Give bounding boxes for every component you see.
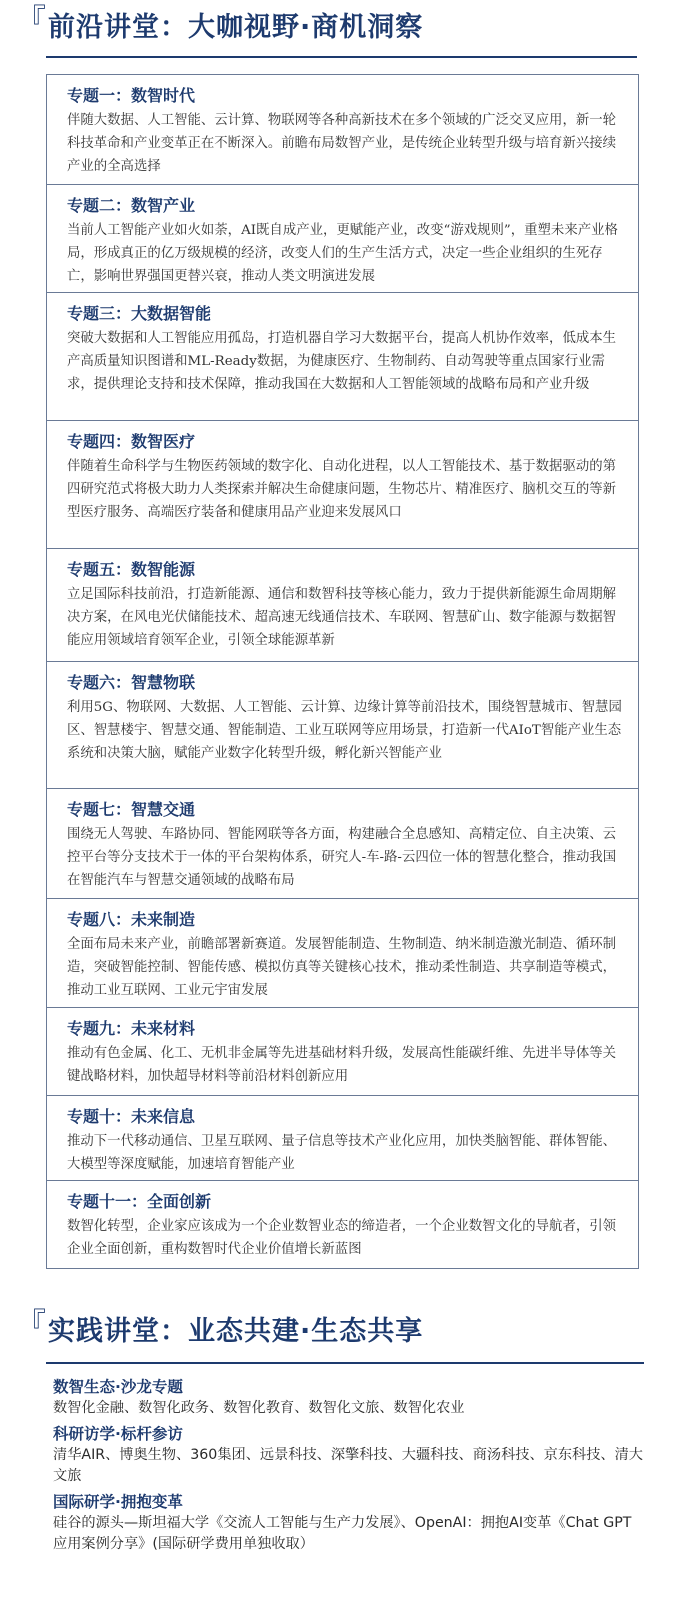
practice-body: 硅谷的源头—斯坦福大学《交流人工智能与生产力发展》、OpenAI：拥抱AI变革《Chat GPT 应用案例分享》(国际研学费用单独收取） [53,1515,632,1552]
topic-body: 围绕无人驾驶、车路协同、智能网联等各方面，构建融合全息感知、高精定位、自主决策、云控平台等分支技术于一体的平台架构体系，研究人-车-路-云四位一体的智慧化整合，推动我国在智能汽车与智慧交通领域的战略布局 [67,827,617,888]
practice-item [53,1491,643,1555]
quote-mark-icon: 『 [16,3,46,38]
topic-title: 专题五：数智能源 [67,560,196,579]
topic-3 [47,292,638,420]
topic-body: 数智化转型，企业家应该成为一个企业数智业态的缔造者，一个企业数智文化的导航者，引领企业全面创新，重构数智时代企业价值增长新蓝图 [67,1219,617,1257]
topic-9 [47,1007,638,1095]
topic-title: 专题七：智慧交通 [67,800,196,819]
practice-title: 科研访学·标杆参访 [53,1425,183,1443]
topic-title: 专题六：智慧物联 [67,673,196,692]
topic-title: 专题二：数智产业 [67,196,196,215]
topic-title: 专题八：未来制造 [67,910,196,929]
practice-title: 国际研学·拥抱变革 [53,1493,183,1511]
topic-body: 伴随着生命科学与生物医药领域的数字化、自动化进程，以人工智能技术、基于数据驱动的第四研究范式将极大助力人类探索并解决生命健康问题，生物芯片、精准医疗、脑机交互的等新型医疗服务、高端医疗装备和健康用品产业迎来发展风口 [67,459,617,520]
topics-box [46,74,639,1269]
section2-rule [46,1362,644,1364]
topic-body: 立足国际科技前沿，打造新能源、通信和数智科技等核心能力，致力于提供新能源生命周期解决方案，在风电光伏储能技术、超高速无线通信技术、车联网、智慧矿山、数字能源与数据智能应用领域培育领军企业，引领全球能源革新 [67,587,617,648]
practice-list [53,1376,643,1559]
topic-11 [47,1180,638,1268]
topic-8 [47,898,638,1007]
topic-title: 专题十一：全面创新 [67,1192,212,1211]
section1-rule [46,56,637,58]
topic-title: 专题三：大数据智能 [67,304,212,323]
topic-7 [47,788,638,898]
topic-body: 伴随大数据、人工智能、云计算、物联网等各种高新技术在多个领域的广泛交叉应用，新一轮科技革命和产业变革正在不断深入。前瞻布局数智产业，是传统企业转型升级与培育新兴接续产业的全高选择 [67,113,617,174]
quote-mark-icon: 『 [16,1307,46,1342]
topic-4 [47,420,638,548]
topic-5 [47,548,638,661]
practice-body: 数智化金融、数智化政务、数智化教育、数智化文旅、数智化农业 [53,1400,465,1416]
topic-2 [47,184,638,292]
topic-body: 突破大数据和人工智能应用孤岛，打造机器自学习大数据平台，提高人机协作效率，低成本生产高质量知识图谱和ML-Ready数据，为健康医疗、生物制药、自动驾驶等重点国家行业需求，提供理论支持和技术保障，推动我国在大数据和人工智能领域的战略布局和产业升级 [67,331,617,392]
topic-body: 利用5G、物联网、大数据、人工智能、云计算、边缘计算等前沿技术，围绕智慧城市、智慧园区、智慧楼宇、智慧交通、智能制造、工业互联网等应用场景，打造新一代AIoT智能产业生态系统和决策大脑，赋能产业数字化转型升级，孵化新兴智能产业 [67,700,622,761]
practice-title: 数智生态·沙龙专题 [53,1378,183,1396]
topic-body: 当前人工智能产业如火如荼，AI既自成产业，更赋能产业，改变“游戏规则”，重塑未来产业格局，形成真正的亿万级规模的经济，改变人们的生产生活方式，决定一些企业组织的生死存亡，影响世界强国更替兴衰，推动人类文明演进发展 [67,223,618,284]
topic-1 [47,75,638,184]
topic-title: 专题九：未来材料 [67,1019,196,1038]
topic-body: 全面布局未来产业，前瞻部署新赛道。发展智能制造、生物制造、纳米制造激光制造、循环制造，突破智能控制、智能传感、模拟仿真等关键核心技术，推动柔性制造、共享制造等模式，推动工业互联网、工业元宇宙发展 [67,937,617,998]
section2-title: 实践讲堂：业态共建·生态共享 [48,1316,424,1347]
practice-body: 清华AIR、博奥生物、360集团、远景科技、深擎科技、大疆科技、商汤科技、京东科技、清大文旅 [53,1447,643,1484]
topic-body: 推动下一代移动通信、卫星互联网、量子信息等技术产业化应用，加快类脑智能、群体智能、大模型等深度赋能，加速培育智能产业 [67,1134,617,1172]
topic-6 [47,661,638,788]
practice-item [53,1423,643,1487]
topic-title: 专题十：未来信息 [67,1107,196,1126]
section1-header [16,3,682,48]
section2-header [16,1307,682,1352]
topic-title: 专题一：数智时代 [67,86,196,105]
topic-10 [47,1095,638,1180]
practice-item [53,1376,643,1419]
topic-title: 专题四：数智医疗 [67,432,196,451]
section1-title: 前沿讲堂：大咖视野·商机洞察 [48,12,424,43]
topic-body: 推动有色金属、化工、无机非金属等先进基础材料升级，发展高性能碳纤维、先进半导体等关键战略材料，加快超导材料等前沿材料创新应用 [67,1046,617,1084]
